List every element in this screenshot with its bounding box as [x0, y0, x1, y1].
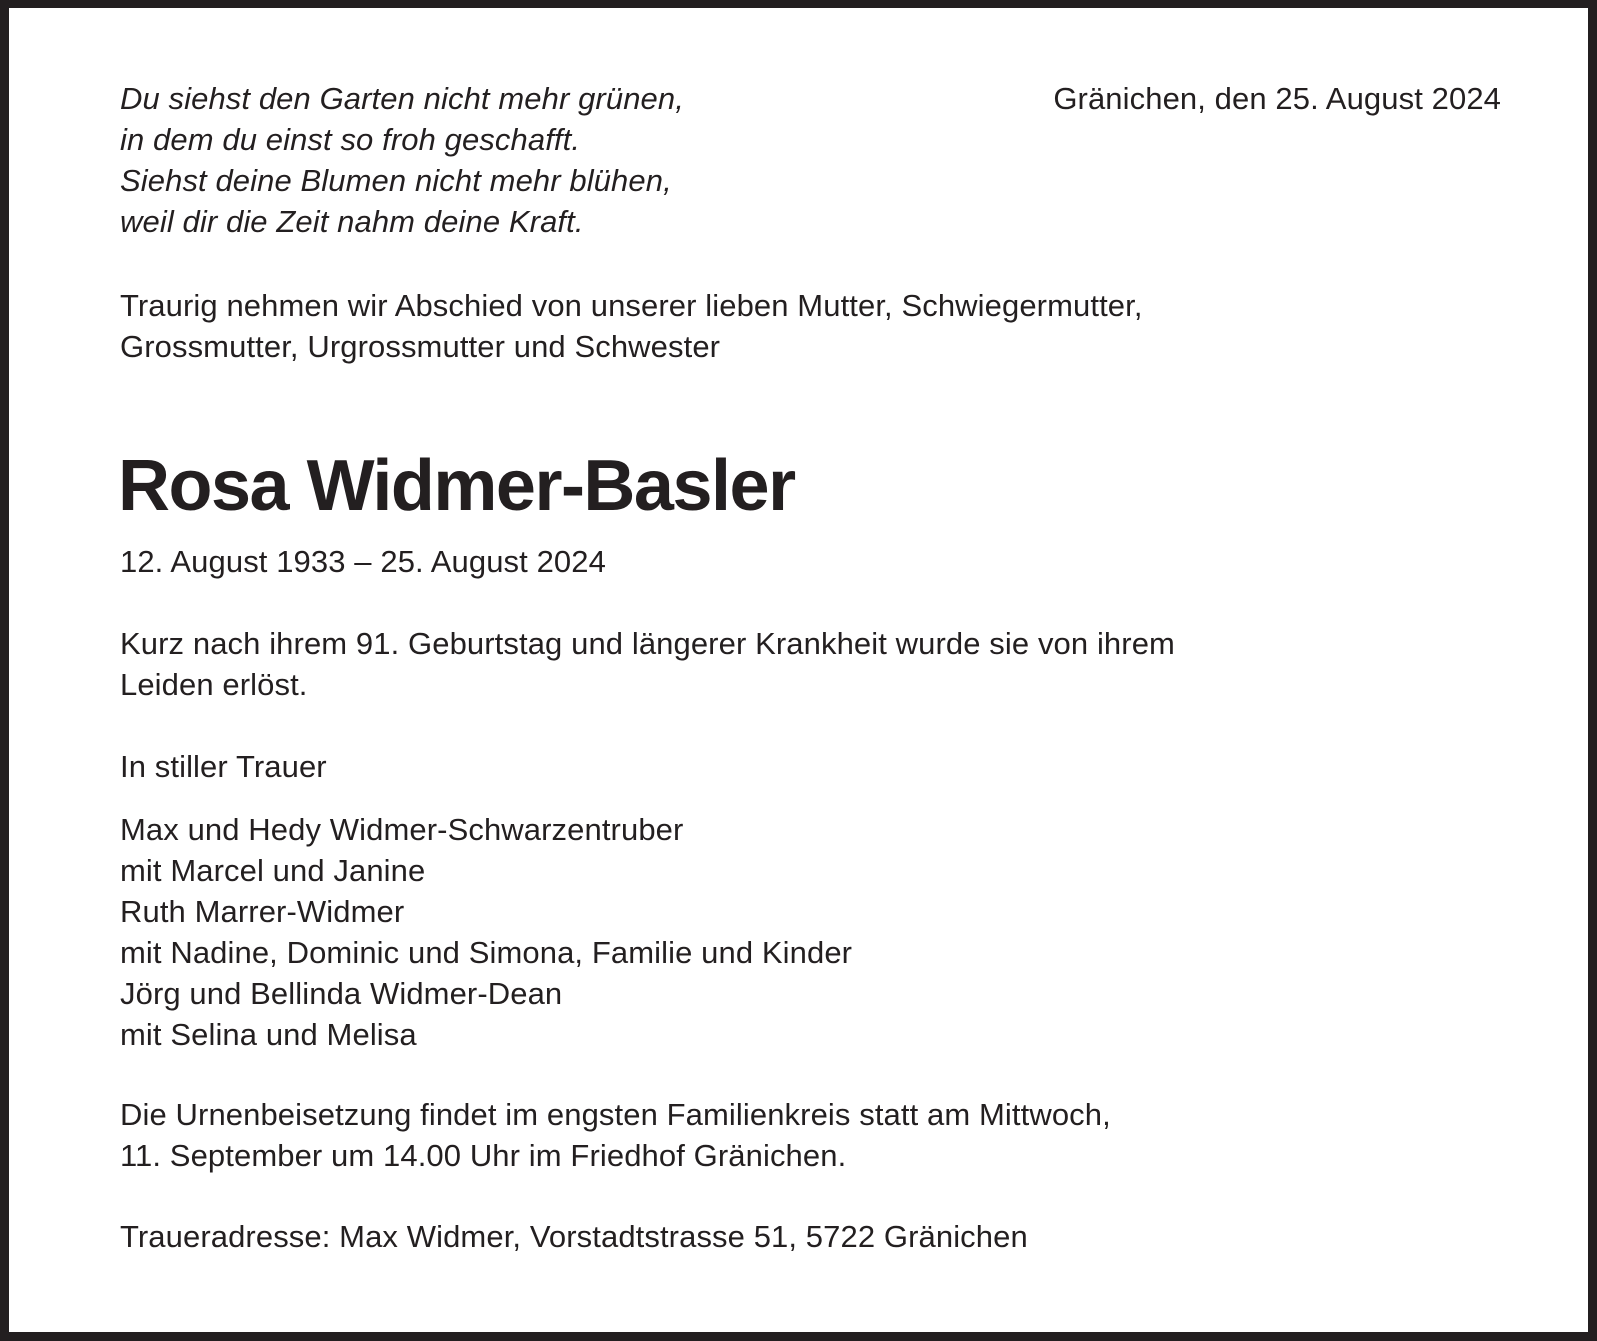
- family-line: Jörg und Bellinda Widmer-Dean: [120, 976, 563, 1011]
- family-line: Ruth Marrer-Widmer: [120, 894, 405, 929]
- family-line: mit Marcel und Janine: [120, 853, 426, 888]
- mourning-address: Traueradresse: Max Widmer, Vorstadtstrasse 51, 5722 Gränichen: [120, 1219, 1028, 1254]
- family-line: mit Selina und Melisa: [120, 1017, 417, 1052]
- family-line: mit Nadine, Dominic und Simona, Familie und Kinder: [120, 935, 853, 970]
- family-list: [120, 809, 852, 1055]
- mourning-heading: In stiller Trauer: [120, 749, 327, 784]
- poem-line: weil dir die Zeit nahm deine Kraft.: [120, 204, 584, 239]
- life-dates: 12. August 1933 – 25. August 2024: [120, 544, 606, 579]
- intro-line: Grossmutter, Urgrossmutter und Schwester: [120, 329, 721, 364]
- poem: [120, 78, 684, 242]
- deceased-name: Rosa Widmer-Basler: [118, 446, 795, 526]
- poem-line: in dem du einst so froh geschafft.: [120, 122, 581, 157]
- poem-line: Du siehst den Garten nicht mehr grünen,: [120, 81, 684, 116]
- poem-line: Siehst deine Blumen nicht mehr blühen,: [120, 163, 672, 198]
- intro-line: Traurig nehmen wir Abschied von unserer lieben Mutter, Schwiegermutter,: [120, 288, 1143, 323]
- passing-line: Kurz nach ihrem 91. Geburtstag und längerer Krankheit wurde sie von ihrem: [120, 626, 1175, 661]
- passing-text: [120, 623, 1175, 705]
- service-line: 11. September um 14.00 Uhr im Friedhof Gränichen.: [120, 1138, 847, 1173]
- passing-line: Leiden erlöst.: [120, 667, 308, 702]
- place-date: Gränichen, den 25. August 2024: [1053, 81, 1501, 116]
- family-line: Max und Hedy Widmer-Schwarzentruber: [120, 812, 684, 847]
- service-line: Die Urnenbeisetzung findet im engsten Familienkreis statt am Mittwoch,: [120, 1097, 1111, 1132]
- service-info: [120, 1094, 1111, 1176]
- intro-text: [120, 285, 1143, 367]
